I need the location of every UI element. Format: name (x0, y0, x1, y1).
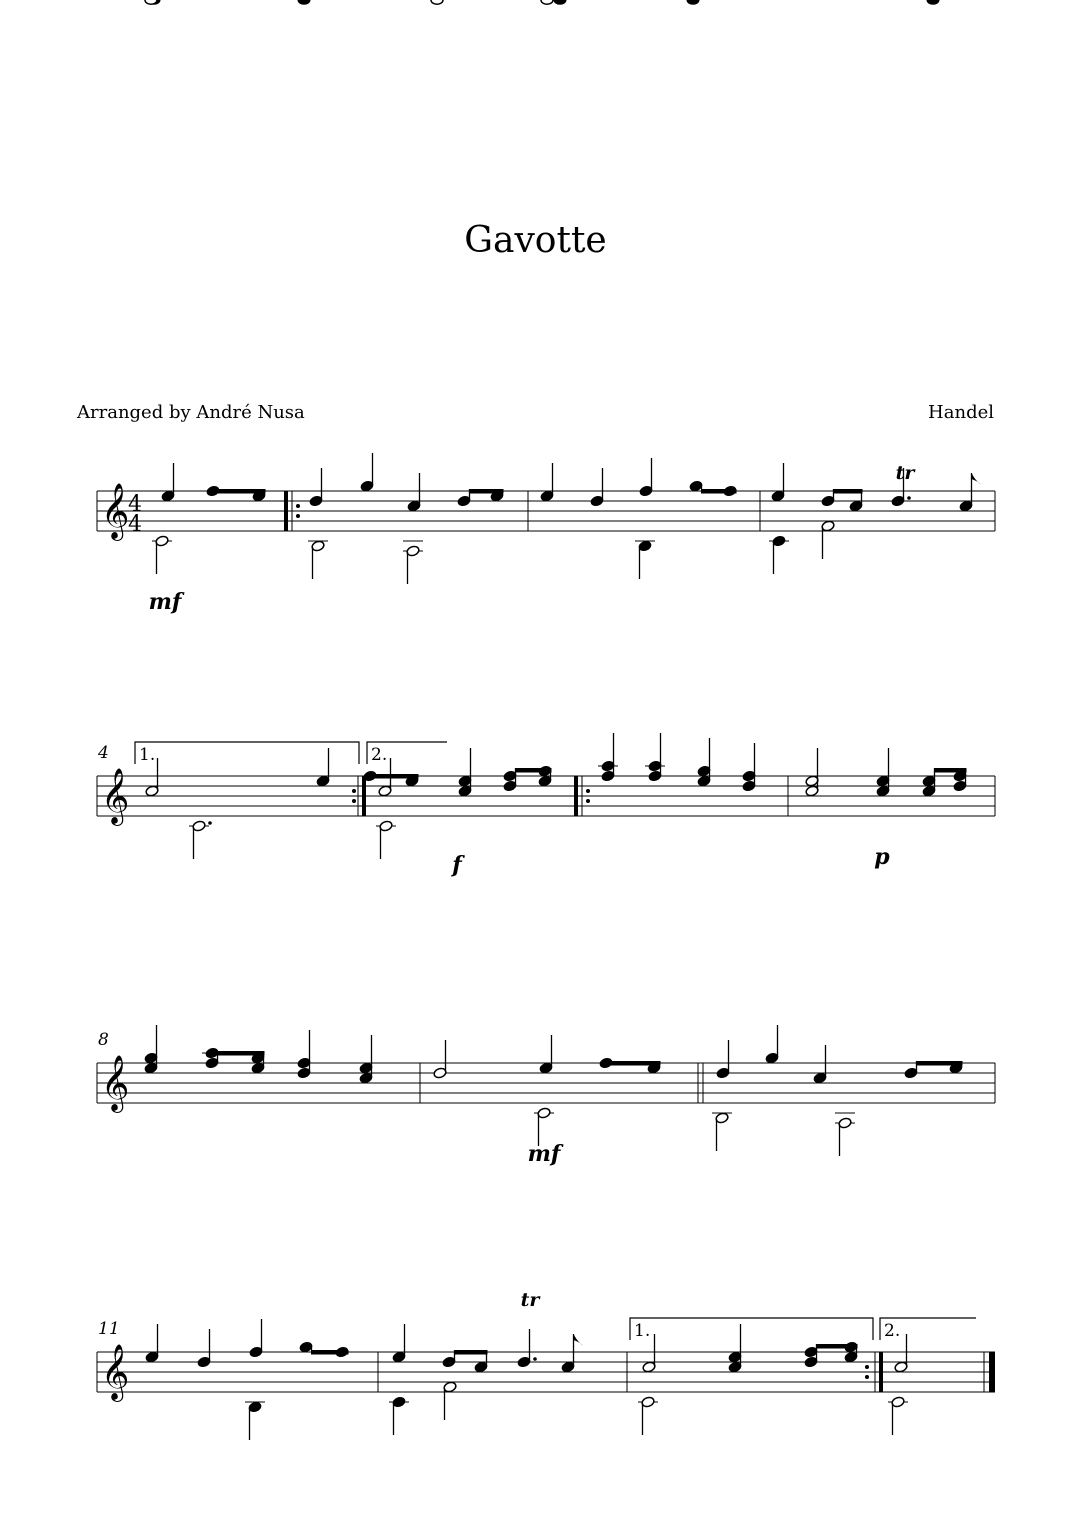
repeat-dot (586, 799, 590, 803)
eighth-beam (375, 774, 419, 779)
barline-thick (362, 776, 366, 816)
dynamic-marking: mf (527, 1141, 561, 1167)
volta-label: 2. (884, 1321, 901, 1341)
quarter-note-head (927, 0, 939, 4)
composer-credit: Handel (928, 402, 994, 423)
quarter-note-head (554, 0, 566, 4)
eighth-beam (816, 1344, 858, 1349)
volta-label: 2. (371, 745, 388, 765)
quarter-note-head (687, 0, 699, 4)
eighth-beam (515, 768, 552, 773)
arranger-credit: Arranged by André Nusa (77, 402, 305, 423)
eighth-beam (311, 1350, 349, 1355)
repeat-dot (296, 504, 300, 508)
treble-clef-icon: 𝄞 (101, 768, 130, 824)
dynamic-marking: mf (148, 589, 182, 615)
trill-ornament: tr (520, 1289, 540, 1311)
half-note-head (431, 0, 443, 4)
eighth-beam (469, 489, 504, 494)
half-note-head (145, 0, 157, 4)
dynamic-marking: p (874, 844, 890, 870)
dynamic-marking: f (452, 852, 462, 878)
eighth-beam (916, 1061, 963, 1066)
eighth-flag (574, 1334, 584, 1346)
half-note-head (541, 0, 553, 4)
eighth-beam (701, 489, 737, 494)
augmentation-dot (907, 496, 911, 500)
time-signature-top: 4 (128, 492, 142, 517)
treble-clef-icon: 𝄞 (101, 1055, 130, 1111)
eighth-beam (218, 489, 266, 494)
quarter-note-head (599, 1057, 613, 1069)
volta-bracket (135, 742, 359, 764)
repeat-dot (352, 799, 356, 803)
treble-clef-icon: 𝄞 (101, 1344, 130, 1400)
barline-thick (879, 1352, 883, 1392)
trill-ornament: tr (895, 462, 915, 484)
treble-clef-icon: 𝄞 (101, 483, 130, 539)
barline-thick (284, 491, 288, 531)
eighth-beam (833, 489, 863, 494)
augmentation-dot (208, 821, 212, 825)
repeat-dot (352, 789, 356, 793)
eighth-beam (454, 1350, 488, 1355)
page-title: Gavotte (464, 220, 607, 261)
repeat-dot (865, 1365, 869, 1369)
time-signature-bottom: 4 (128, 512, 142, 537)
measure-number: 8 (98, 1030, 109, 1050)
repeat-dot (586, 789, 590, 793)
quarter-note-head (298, 0, 310, 4)
quarter-note-head (206, 485, 220, 497)
eighth-beam (934, 768, 967, 773)
augmentation-dot (533, 1357, 537, 1361)
volta-label: 1. (634, 1321, 651, 1341)
repeat-dot (296, 514, 300, 518)
final-barline (989, 1352, 995, 1392)
measure-number: 4 (98, 743, 109, 763)
eighth-beam (217, 1051, 265, 1056)
volta-bracket (630, 1318, 873, 1340)
volta-label: 1. (139, 745, 156, 765)
measure-number: 11 (98, 1319, 120, 1339)
repeat-dot (865, 1375, 869, 1379)
eighth-beam (611, 1061, 661, 1066)
eighth-flag (972, 473, 982, 485)
barline-thick (574, 776, 578, 816)
